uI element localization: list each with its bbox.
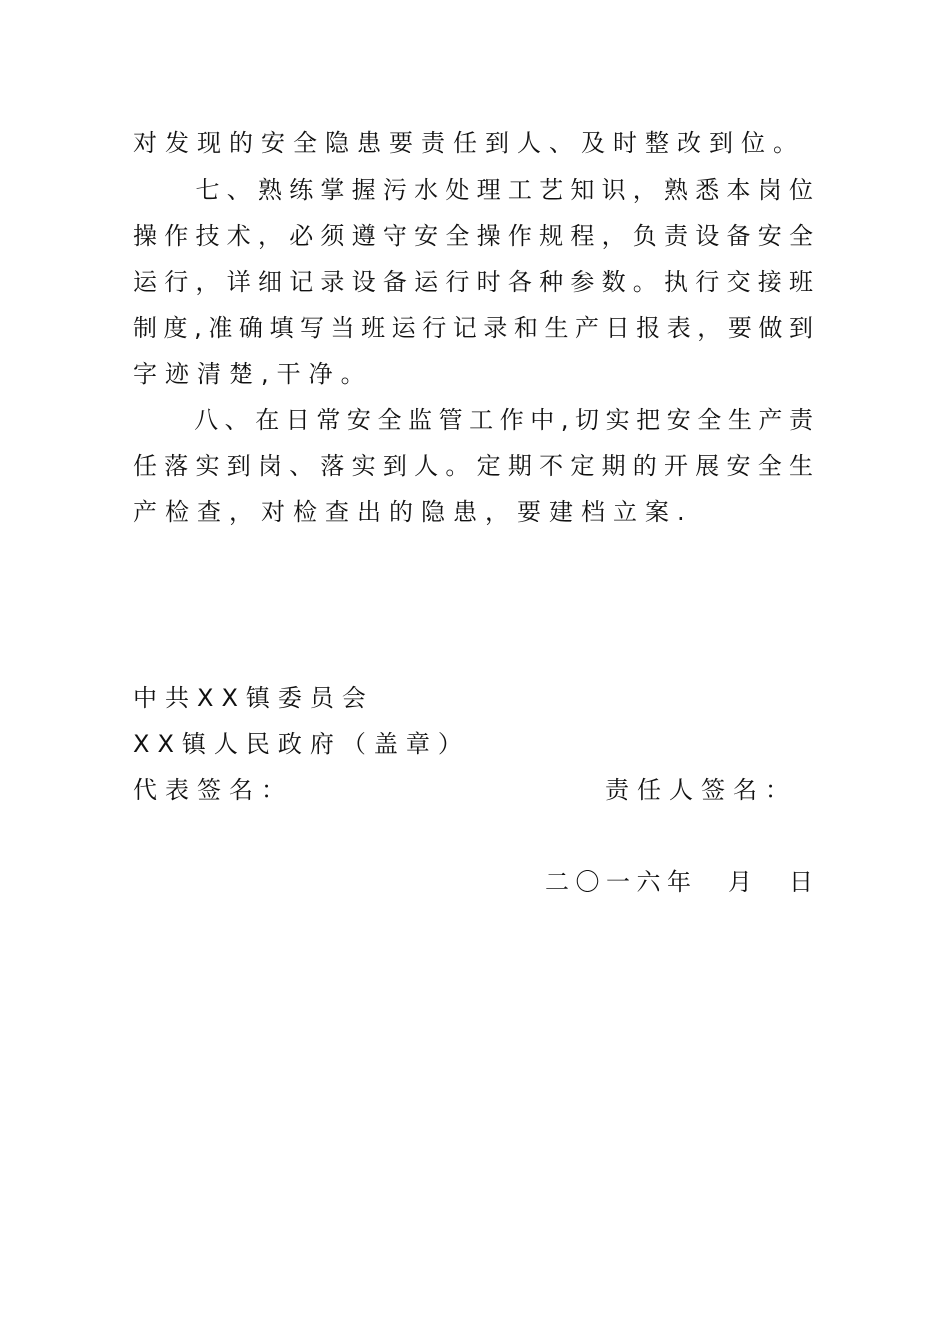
signature-party-committee: 中共XX镇委员会 [133,684,374,712]
body-line-6: 字迹清楚,干净。 [133,360,373,388]
body-line-1: 对发现的安全隐患要责任到人、及时整改到位。 [133,129,805,157]
responsible-signature-label: 责任人签名： [605,776,797,804]
body-line-8: 任落实到岗、落实到人。定期不定期的开展安全生 [133,452,813,480]
body-line-4: 运行，详细记录设备运行时各种参数。执行交接班 [133,268,813,296]
body-line-7: 八、在日常安全监管工作中,切实把安全生产责 [133,406,813,434]
body-line-2: 七、熟练掌握污水处理工艺知识，熟悉本岗位 [133,176,813,204]
representative-signature-label: 代表签名： [133,776,293,804]
signature-date: 二〇一六年 月 日 [545,868,813,896]
body-line-3: 操作技术，必须遵守安全操作规程，负责设备安全 [133,222,813,250]
body-line-9: 产检查，对检查出的隐患，要建档立案. [133,498,693,526]
signature-government: XX镇人民政府（盖章） [133,730,470,758]
body-line-5: 制度,准确填写当班运行记录和生产日报表，要做到 [133,314,813,342]
